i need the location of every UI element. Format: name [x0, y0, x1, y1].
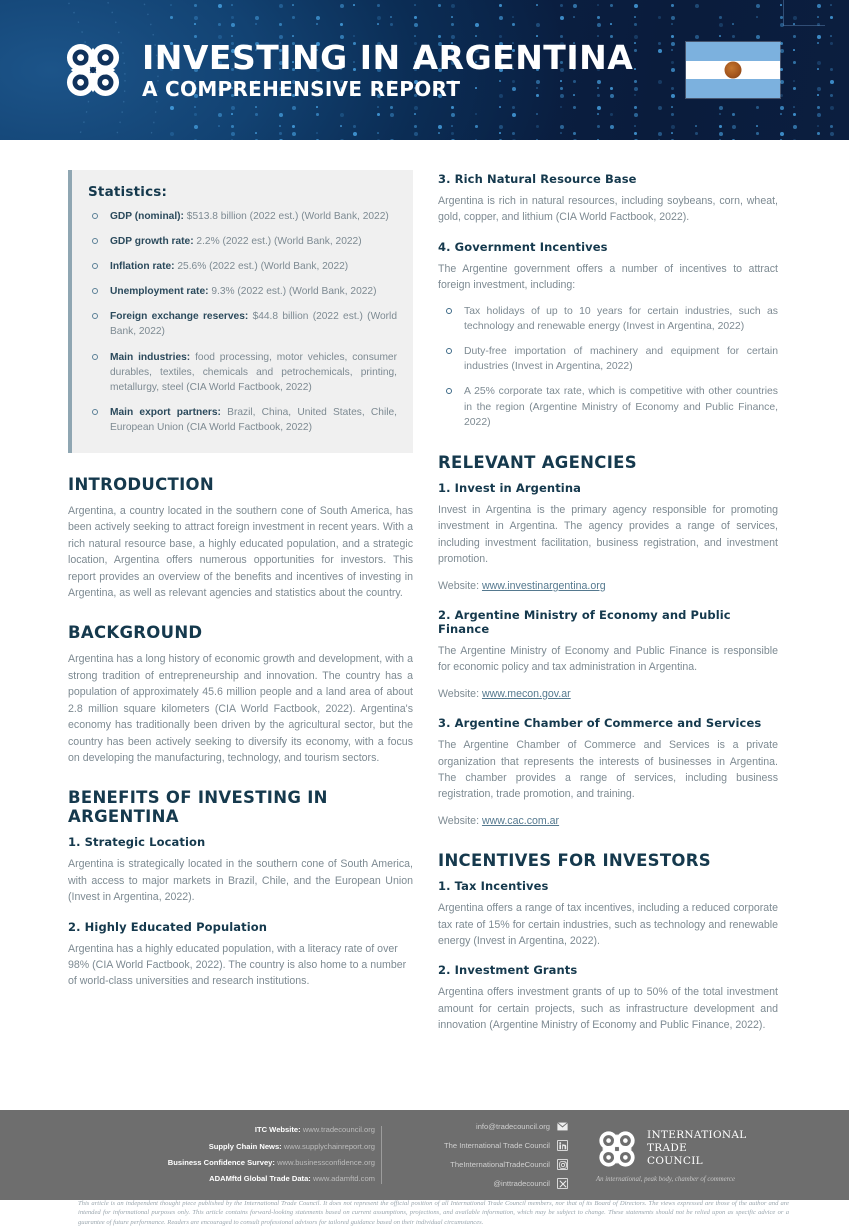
- list-item: [88, 284, 397, 299]
- subheading-chamber-commerce: 3. Argentine Chamber of Commerce and Services: [438, 716, 762, 731]
- website-label: Website:: [438, 814, 482, 827]
- stat-value: 9.3% (2022 est.) (World Bank, 2022): [208, 286, 377, 298]
- list-item-text: Tax holidays of up to 10 years for certain industries, such as technology and renewable energy (Invest in Argentina, 2022): [464, 305, 778, 333]
- stat-value: Brazil, China, United States, Chile, European Union (CIA World Factbook, 2022): [110, 406, 397, 433]
- section-heading-background: BACKGROUND: [68, 623, 203, 643]
- footer-link-label: ITC Website:: [254, 1125, 301, 1135]
- subheading-government-incentives: 4. Government Incentives: [438, 239, 608, 254]
- section-heading-introduction: INTRODUCTION: [68, 475, 214, 495]
- subheading-strategic-location: 1. Strategic Location: [68, 835, 206, 850]
- website-label: Website:: [438, 687, 482, 700]
- bullet-icon: [446, 388, 452, 394]
- stat-label: GDP (nominal):: [110, 211, 184, 222]
- list-item-text: Duty-free importation of machinery and equipment for certain industries (Invest in Argentina, 2022): [464, 345, 778, 373]
- list-item: [88, 209, 397, 224]
- bullet-icon: [92, 213, 98, 219]
- statistics-box: [68, 170, 413, 453]
- page-title: INVESTING IN ARGENTINA: [142, 37, 634, 77]
- website-line: [438, 813, 778, 829]
- list-item: [438, 384, 778, 431]
- statistics-title: Statistics:: [88, 184, 168, 200]
- footer-link-url[interactable]: www.adamftd.com: [312, 1174, 375, 1184]
- bullet-icon: [92, 288, 98, 294]
- page-footer: [0, 1110, 849, 1200]
- stat-label: Main export partners:: [110, 406, 221, 418]
- footer-social-column: [382, 1121, 572, 1189]
- footer-logo-line3: COUNCIL: [647, 1154, 703, 1167]
- government-incentives-list: [438, 304, 778, 431]
- right-column: [438, 170, 778, 1034]
- left-column: [68, 170, 413, 1034]
- footer-link-row[interactable]: [8, 1175, 375, 1183]
- bullet-icon: [92, 354, 98, 360]
- highly-educated-population-paragraph: Argentina has a highly educated population, with a literacy rate of over 98% (CIA World Factbook, 2022). The country is also home to a number of world-class universities and research institutions.: [68, 942, 407, 988]
- stat-label: GDP growth rate:: [110, 236, 194, 248]
- stat-value: food processing, motor vehicles, consumer durables, textiles, chemicals and petrochemicals, printing, metallurgy, steel (CIA World Factbook, 2022): [110, 351, 397, 393]
- itc-quatrefoil-logo-icon: [596, 1128, 638, 1170]
- footer-tagline: An international, peak body, chamber of commerce: [596, 1175, 736, 1183]
- subheading-invest-in-argentina: 1. Invest in Argentina: [438, 480, 581, 495]
- subheading-investment-grants: 2. Investment Grants: [438, 963, 578, 978]
- page-header: [0, 0, 849, 140]
- x-twitter-icon[interactable]: [557, 1178, 568, 1189]
- sun-of-may-icon: [725, 62, 742, 79]
- footer-social-label: The International Trade Council: [444, 1140, 550, 1150]
- footer-social-label: @inttradecouncil: [493, 1178, 550, 1188]
- email-icon[interactable]: [557, 1121, 568, 1132]
- list-item: [88, 309, 397, 339]
- statistics-list: [88, 209, 397, 435]
- stat-value: 2.2% (2022 est.) (World Bank, 2022): [193, 236, 362, 248]
- section-heading-relevant-agencies: RELEVANT AGENCIES: [438, 452, 637, 472]
- footer-link-label: ADAMftd Global Trade Data:: [209, 1174, 311, 1184]
- website-link-mecon[interactable]: www.mecon.gov.ar: [481, 687, 571, 700]
- section-heading-incentives-for-investors: INCENTIVES FOR INVESTORS: [438, 851, 711, 871]
- subheading-ministry-economy: 2. Argentine Ministry of Economy and Public Finance: [438, 607, 731, 636]
- stat-value: $44.8 billion (2022 est.) (World Bank, 2022): [110, 311, 397, 338]
- strategic-location-paragraph: Argentina is strategically located in the southern cone of South America, with access to major markets in Brazil, Chile, and the European Union (Invest in Argentina, 2022).: [68, 858, 413, 904]
- investment-grants-paragraph: Argentina offers investment grants of up to 50% of the total investment amount for certain projects, such as infrastructure development and innovation (Argentine Ministry of Economy and Public Finance, 2022).: [438, 986, 778, 1032]
- website-link-investinargentina[interactable]: www.investinargentina.org: [481, 579, 606, 592]
- subheading-highly-educated-population: 2. Highly Educated Population: [68, 919, 268, 934]
- footer-link-row[interactable]: [8, 1143, 375, 1151]
- bullet-icon: [92, 409, 98, 415]
- section-heading-benefits: BENEFITS OF INVESTING IN ARGENTINA: [68, 788, 328, 827]
- footer-social-row[interactable]: [382, 1178, 568, 1189]
- rich-natural-resource-paragraph: Argentina is rich in natural resources, including soybeans, corn, wheat, gold, copper, and lithium (CIA World Factbook, 2022).: [438, 195, 778, 224]
- footer-link-url[interactable]: www.tradecouncil.org: [302, 1125, 375, 1135]
- list-item: [438, 304, 778, 335]
- disclaimer-body: This article is an independent thought piece published by the International Trade Council. It does not represent the official position of all International Trade Council members, nor that of its Board of Directors. The views expressed are those of the author and are intended for informational purposes only. This article contains forward-looking statements based on current assumptions, projections, and available information, which may be subject to change. These statements should not be relied upon as specific advice or a guarantee of future performance. Readers are encouraged to consult professional advisors for tailored guidance based on their individual circumstances.: [78, 1200, 789, 1226]
- stat-label: Unemployment rate:: [110, 286, 209, 298]
- website-label: Website:: [438, 579, 482, 592]
- government-incentives-paragraph: The Argentine government offers a number of incentives to attract foreign investment, including:: [438, 262, 778, 292]
- argentina-flag-icon: [685, 41, 781, 99]
- website-line: [438, 686, 778, 702]
- stat-value: 25.6% (2022 est.) (World Bank, 2022): [174, 261, 349, 273]
- footer-links-column: [0, 1126, 375, 1183]
- website-line: [438, 578, 778, 594]
- introduction-paragraph: Argentina, a country located in the southern cone of South America, has been actively seeking to attract foreign investment in recent years. With a rich natural resource base, a highly educated population, and a strategic location, Argentina offers numerous opportunities for investors. This report provides an overview of the benefits and incentives of investing in Argentina, as well as relevant agencies and statistics about the country.: [68, 505, 413, 600]
- ministry-economy-paragraph: The Argentine Ministry of Economy and Public Finance is responsible for economic policy and tax administration in Argentina.: [438, 644, 778, 674]
- footer-link-url[interactable]: www.businessconfidence.org: [277, 1158, 375, 1167]
- footer-link-row[interactable]: [8, 1159, 375, 1167]
- bullet-icon: [92, 263, 98, 269]
- footer-link-row[interactable]: [8, 1126, 375, 1134]
- stat-label: Main industries:: [110, 351, 191, 363]
- list-item: [88, 350, 397, 395]
- footer-logo-line1: INTERNATIONAL: [647, 1129, 747, 1142]
- footer-social-label: info@tradecouncil.org: [476, 1121, 550, 1131]
- chamber-commerce-paragraph: The Argentine Chamber of Commerce and Services is a private organization that represents the interests of businesses in Argentina. The chamber provides a range of services, including business registration, trade promotion, and training.: [438, 739, 778, 801]
- subheading-rich-natural-resource-base: 3. Rich Natural Resource Base: [438, 172, 637, 186]
- instagram-icon[interactable]: [557, 1159, 568, 1170]
- footer-link-label: Business Confidence Survey:: [167, 1158, 275, 1167]
- tax-incentives-paragraph: Argentina offers a range of tax incentives, including a reduced corporate tax rate of 15% for certain industries, such as technology and renewable energy (Invest in Argentina, 2022).: [438, 902, 778, 947]
- bullet-icon: [92, 238, 98, 244]
- list-item: [88, 405, 397, 435]
- footer-logo-column: [572, 1128, 849, 1183]
- bullet-icon: [92, 313, 98, 319]
- list-item: [438, 344, 778, 375]
- subheading-tax-incentives: 1. Tax Incentives: [438, 879, 549, 894]
- page-subtitle: A COMPREHENSIVE REPORT: [142, 77, 461, 102]
- footer-logo-text: [647, 1129, 747, 1167]
- linkedin-icon[interactable]: [557, 1140, 568, 1151]
- footer-social-row[interactable]: [382, 1140, 568, 1151]
- footer-link-label: Supply Chain News:: [208, 1141, 282, 1151]
- header-titles: [142, 38, 685, 103]
- stat-label: Foreign exchange reserves:: [110, 311, 249, 323]
- footer-link-url[interactable]: www.supplychainreport.org: [283, 1141, 375, 1151]
- stat-label: Inflation rate:: [110, 261, 175, 273]
- footer-logo-line2: TRADE: [647, 1142, 688, 1155]
- footer-social-row[interactable]: [382, 1159, 568, 1170]
- itc-quatrefoil-logo-icon: [62, 39, 124, 101]
- invest-in-argentina-paragraph: Invest in Argentina is the primary agency responsible for promoting investment in Argentina. The agency provides a range of services, including investment facilitation, business registration, and investment promotion.: [438, 503, 778, 566]
- list-item-text: A 25% corporate tax rate, which is competitive with other countries in the region (Argentine Ministry of Economy and Public Finance, 2022): [464, 386, 778, 429]
- list-item: [88, 234, 397, 249]
- bullet-icon: [446, 308, 452, 314]
- list-item: [88, 259, 397, 274]
- stat-value: $513.8 billion (2022 est.) (World Bank, 2022): [183, 211, 389, 222]
- background-paragraph: Argentina has a long history of economic growth and development, with a strong tradition of entrepreneurship and innovation. The country has a population of approximately 45.6 million people and a land area of about 2.8 million square kilometers (CIA World Factbook, 2022). Argentina's economy has traditionally been driven by the agricultural sector, but the country has been actively seeking to diversify its economy, with a focus on developing the manufacturing, technology, and tourism sectors.: [68, 653, 413, 764]
- footer-social-label: TheInternationalTradeCouncil: [450, 1159, 550, 1169]
- bullet-icon: [446, 348, 452, 354]
- website-link-cac[interactable]: www.cac.com.ar: [481, 814, 560, 827]
- footer-social-row[interactable]: [382, 1121, 568, 1132]
